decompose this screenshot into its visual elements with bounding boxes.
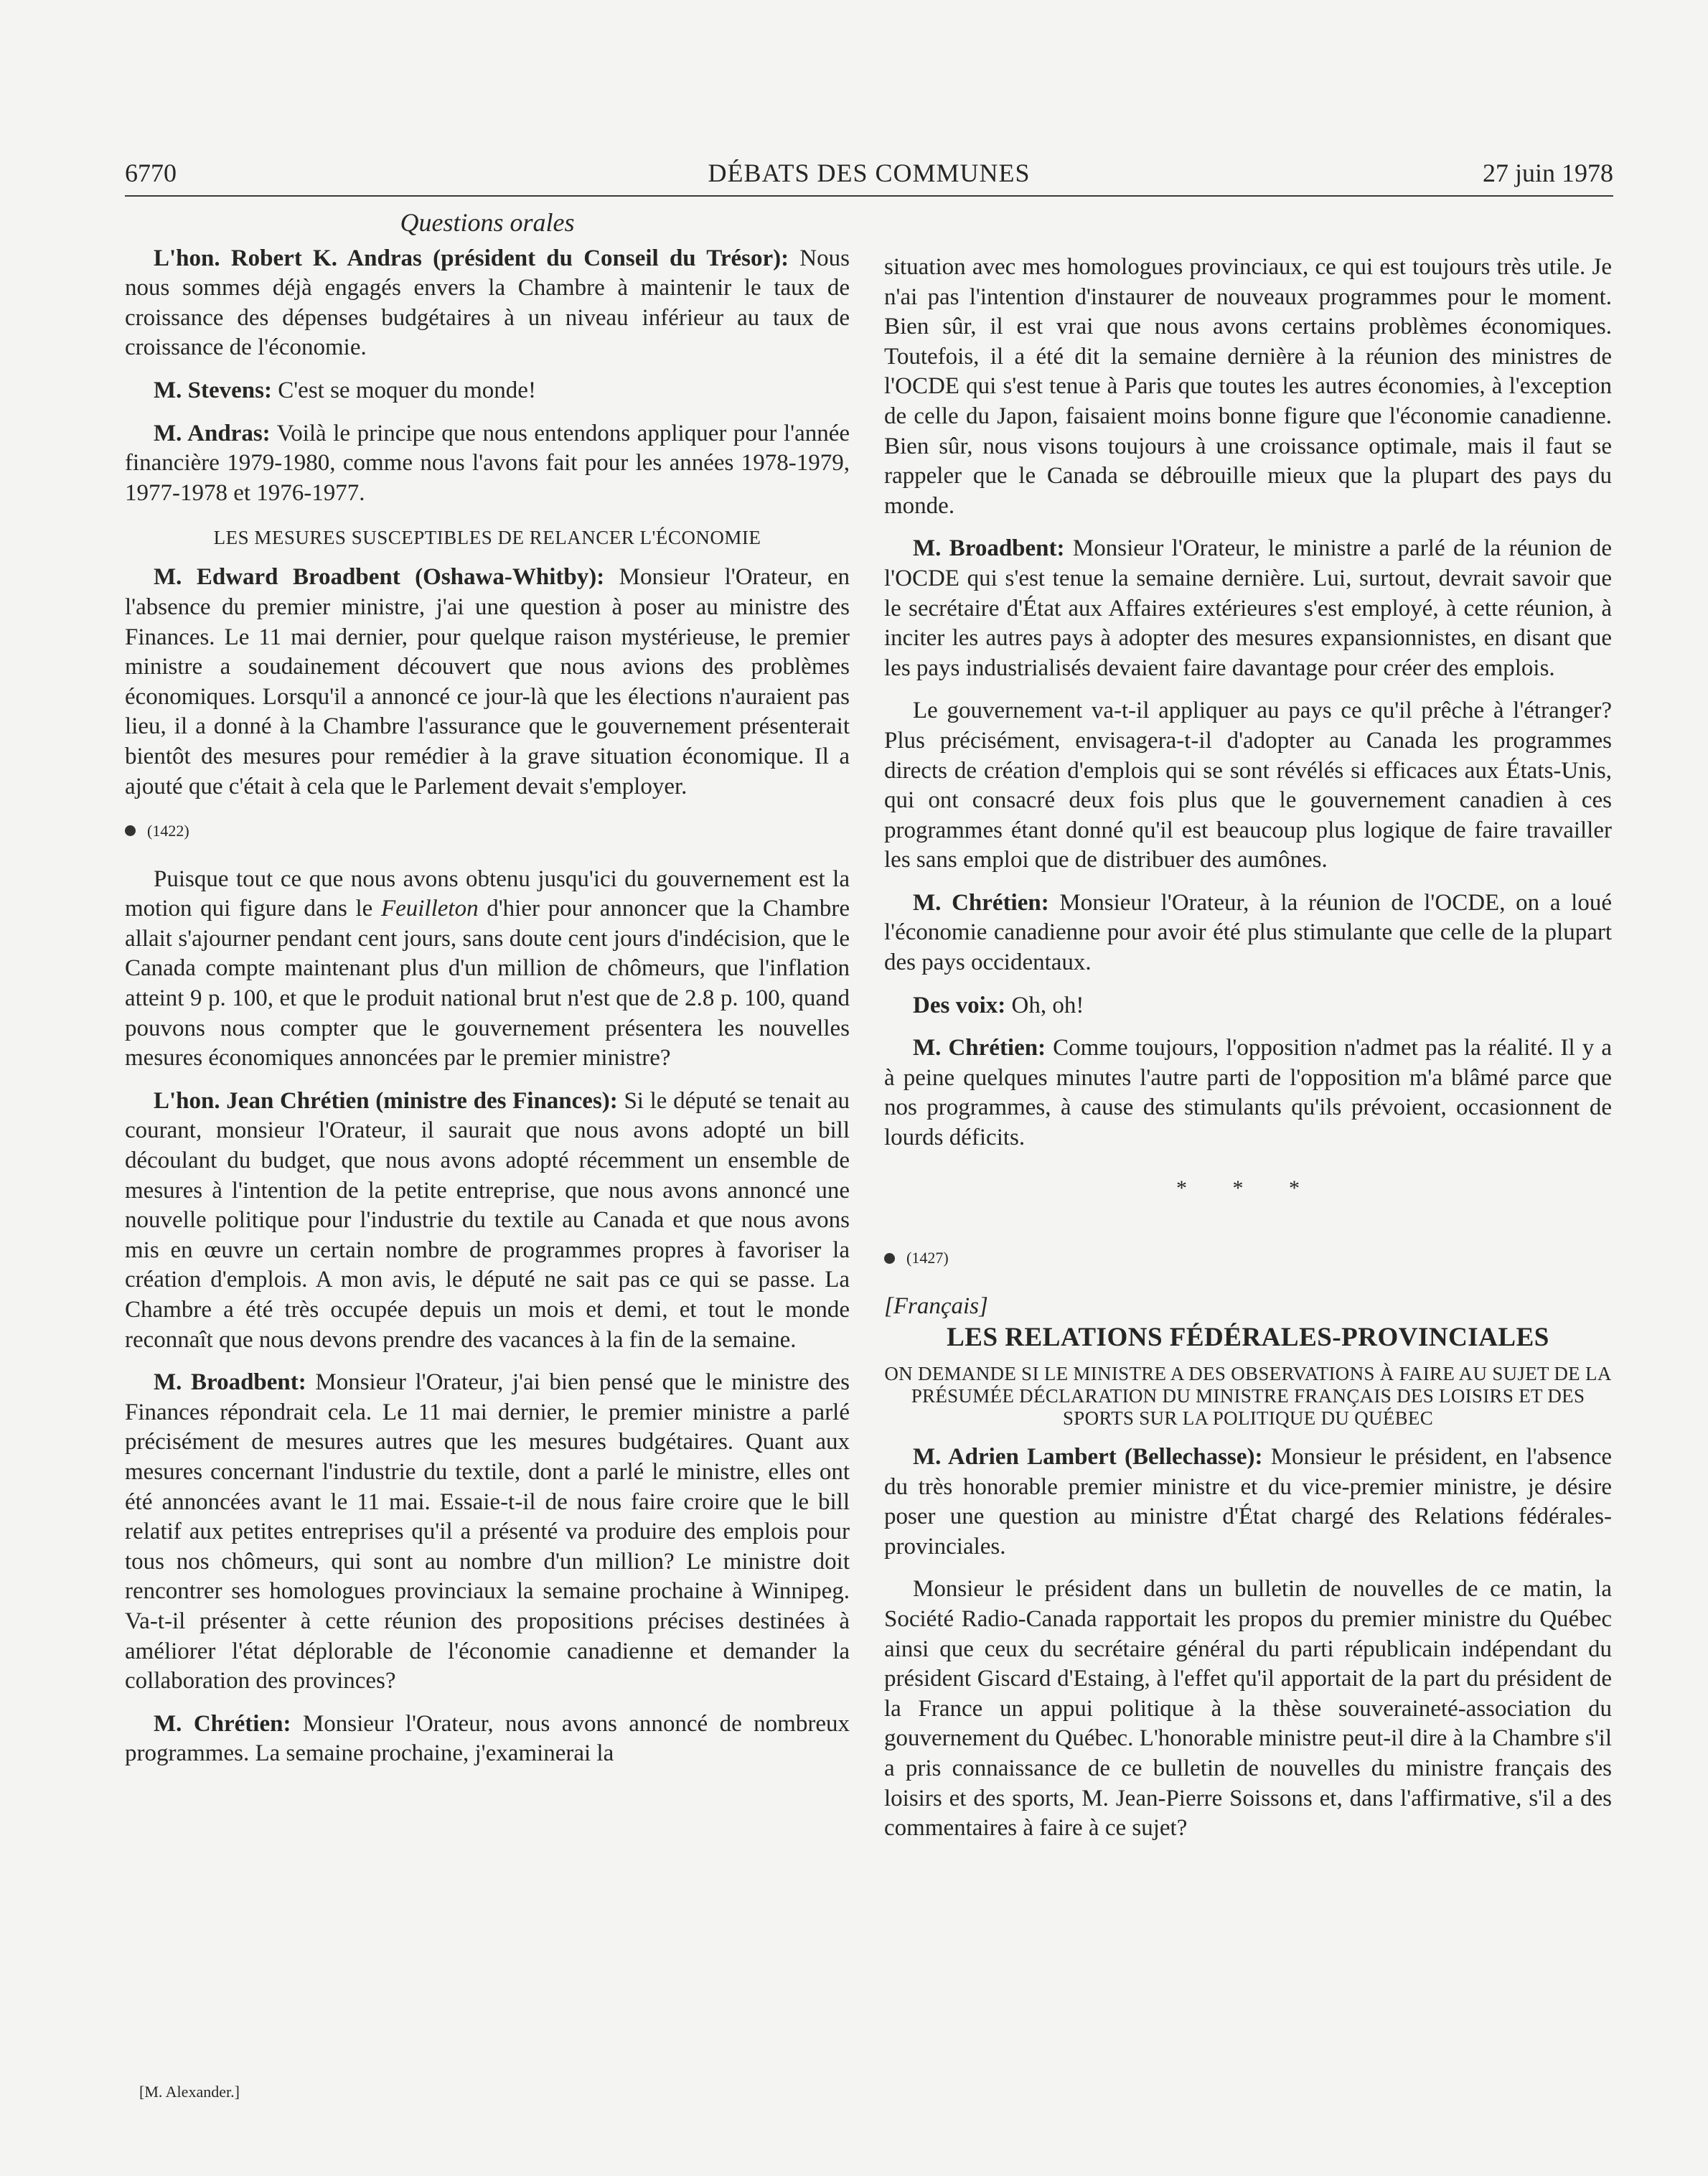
speaker-name: M. Edward Broadbent (Oshawa-Whitby):	[154, 564, 605, 591]
paragraph-text: Monsieur l'Orateur, j'ai bien pensé que le ministre des Finances répondrait cela. Le 11 mai dernier, le premier ministre a parlé précisément de mesures autres que les mesures budgétaires. Quant aux mesures concernant l'industrie du textile, dont a parlé le ministre, elles ont été annoncées avant le 11 mai. Essaie-t-il de nous faire croire que le bill relatif aux petites entreprises qu'il a présenté va produire des emplois pour tous nos chômeurs, qui sont au nombre d'un million? Le ministre doit rencontrer ses homologues provinciaux la semaine prochaine à Winnipeg. Va-t-il présenter à cette réunion des propositions précises destinées à améliorer l'état déplorable de l'économie canadienne et demander la collaboration des provinces?	[125, 1369, 850, 1694]
paragraph	[884, 696, 1612, 876]
speaker-name: Des voix:	[913, 992, 1006, 1018]
speaker-name: M. Andras:	[154, 420, 271, 446]
italic-reference: Feuilleton	[380, 896, 479, 922]
paragraph-text: Monsieur le président, en l'absence du très honorable premier ministre et du vice-premier ministre, je désire poser une question au ministre d'État chargé des Relations fédérales-provinciales.	[884, 1444, 1612, 1560]
speaker-name: L'hon. Jean Chrétien (ministre des Finances):	[154, 1087, 618, 1114]
time-marker-text: (1427)	[906, 1249, 949, 1267]
speaker-name: M. Chrétien:	[154, 1710, 291, 1737]
paragraph-text: Monsieur l'Orateur, nous avons annoncé de nombreux programmes. La semaine prochaine, j'examinerai la	[125, 1710, 850, 1767]
section-separator: * * *	[1176, 1176, 1320, 1200]
left-column	[125, 208, 850, 1782]
paragraph	[884, 1443, 1612, 1562]
paragraph	[125, 244, 850, 363]
speaker-name: M. Broadbent:	[913, 535, 1065, 562]
paragraph-text: Monsieur le président dans un bulletin de nouvelles de ce matin, la Société Radio-Canada rapportait les propos du premier ministre du Québec ainsi que ceux du secrétaire général du parti républicain indépendant du président Giscard d'Estaing, à l'effet qu'il apportait de la part du président de la France un appui politique à la thèse souveraineté-association du gouvernement du Québec. L'honorable ministre peut-il dire à la Chambre s'il a pris connaissance de ce bulletin de nouvelles du ministre français des loisirs et des sports, M. Jean-Pierre Soissons et, dans l'affirmative, s'il a des commentaires à faire à ce sujet?	[884, 1576, 1612, 1842]
paragraph	[125, 376, 850, 406]
page-number: 6770	[125, 159, 177, 187]
time-marker-text: (1422)	[147, 822, 189, 840]
speaker-name: M. Chrétien:	[913, 889, 1049, 916]
speaker-name: M. Broadbent:	[154, 1369, 306, 1396]
paragraph	[125, 1087, 850, 1355]
page-date: 27 juin 1978	[1482, 159, 1613, 187]
paragraph	[884, 991, 1612, 1021]
right-column	[884, 253, 1612, 1857]
subsection-heading: LES MESURES SUSCEPTIBLES DE RELANCER L'ÉCONOMIE	[213, 527, 761, 549]
paragraph-text: Nous nous sommes déjà engagés envers la Chambre à maintenir le taux de croissance des dépenses budgétaires à un niveau inférieur au taux de croissance de l'économie.	[125, 245, 850, 361]
section-heading: LES RELATIONS FÉDÉRALES-PROVINCIALES	[947, 1323, 1549, 1353]
paragraph-text: situation avec mes homologues provinciaux, ce qui est toujours très utile. Je n'ai pas l'intention d'instaurer de nouveaux programmes pour le moment. Bien sûr, il est vrai que nous avons certains problèmes économiques. Toutefois, il a été dit la semaine dernière à la réunion des ministres de l'OCDE qui s'est tenue à Paris que toutes les autres économies, à l'exception de celle du Japon, faisaient moins bonne figure que l'économie canadienne. Bien sûr, nous visons toujours à une croissance optimale, mais il faut se rappeler que le Canada se débrouille mieux que la plupart des pays du monde.	[884, 254, 1612, 519]
paragraph	[884, 1033, 1612, 1153]
paragraph-text: d'hier pour annoncer que la Chambre allait s'ajourner pendant cent jours, sans doute cent jours d'indécision, que le Canada compte maintenant plus d'un million de chômeurs, que l'inflation atteint 9 p. 100, et que le produit national brut n'est que de 2.8 p. 100, quand pouvons nous compter que le gouvernement présentera les nouvelles mesures économiques annoncées par le premier ministre?	[125, 896, 850, 1071]
footnote: [M. Alexander.]	[139, 2083, 240, 2101]
page-header	[125, 156, 1613, 197]
language-tag: [Français]	[884, 1293, 988, 1319]
speaker-name: L'hon. Robert K. Andras (président du Conseil du Trésor):	[154, 245, 789, 271]
bullet-dot-icon	[884, 1253, 895, 1264]
paragraph	[884, 253, 1612, 521]
section-title: Questions orales	[400, 208, 575, 237]
paragraph	[884, 888, 1612, 978]
paragraph-text: Comme toujours, l'opposition n'admet pas la réalité. Il y a à peine quelques minutes l'autre parti de l'opposition m'a blâmé parce que nos programmes, à cause des stimulants qu'ils prévoient, occasionnent de lourds déficits.	[884, 1035, 1612, 1151]
bullet-dot-icon	[125, 825, 136, 836]
paragraph-text: Monsieur l'Orateur, le ministre a parlé de la réunion de l'OCDE qui s'est tenue la semaine dernière. Lui, surtout, devrait savoir que le secrétaire d'État aux Affaires extérieures s'est employé, à cette réunion, à inciter les autres pays à adopter des mesures expansionnistes, en disant que les pays industrialisés devaient faire davantage pour créer des emplois.	[884, 535, 1612, 681]
paragraph	[125, 563, 850, 802]
paragraph-text: C'est se moquer du monde!	[271, 377, 536, 403]
speaker-name: M. Chrétien:	[913, 1035, 1046, 1061]
speaker-name: M. Stevens:	[154, 377, 272, 403]
paragraph	[884, 534, 1612, 683]
publication-title: DÉBATS DES COMMUNES	[708, 159, 1031, 187]
paragraph-text: Monsieur l'Orateur, en l'absence du premier ministre, j'ai une question à poser au ministre des Finances. Le 11 mai dernier, pour quelque raison mystérieuse, le premier ministre a soudainement découvert que nous avions des problèmes économiques. Lorsqu'il a annoncé ce jour-là que les élections n'auraient pas lieu, il a donné à la Chambre l'assurance que le gouvernement présenterait bientôt des mesures pour remédier à la grave situation économique. Il a ajouté que c'était à cela que le Parlement devait s'employer.	[125, 564, 850, 799]
paragraph-text: Le gouvernement va-t-il appliquer au pays ce qu'il prêche à l'étranger? Plus précisément, envisagera-t-il d'adopter au Canada les programmes directs de création d'emplois qui se sont révélés si efficaces aux États-Unis, qui ont consacré deux fois plus que le gouvernement canadien à ces programmes étant donné qu'il est beaucoup plus logique de faire travailler les sans emploi que de distribuer des aumônes.	[884, 698, 1612, 873]
paragraph-text: Oh, oh!	[1005, 992, 1084, 1018]
paragraph	[125, 865, 850, 1074]
paragraph	[125, 1368, 850, 1697]
paragraph	[125, 419, 850, 509]
paragraph	[884, 1575, 1612, 1843]
subsection-heading: ON DEMANDE SI LE MINISTRE A DES OBSERVATIONS À FAIRE AU SUJET DE LA PRÉSUMÉE DÉCLARATION DU MINISTRE FRANÇAIS DES LOISIRS ET DES SPORTS SUR LA POLITIQUE DU QUÉBEC	[884, 1363, 1612, 1429]
time-marker	[884, 1243, 1612, 1273]
time-marker	[125, 816, 850, 846]
paragraph-text: Monsieur l'Orateur, à la réunion de l'OCDE, on a loué l'économie canadienne pour avoir été plus stimulante que celle de la plupart des pays occidentaux.	[884, 889, 1612, 976]
paragraph-text: Voilà le principe que nous entendons appliquer pour l'année financière 1979-1980, comme nous l'avons fait pour les années 1978-1979, 1977-1978 et 1976-1977.	[125, 420, 850, 506]
speaker-name: M. Adrien Lambert (Bellechasse):	[913, 1444, 1263, 1470]
paragraph	[125, 1710, 850, 1769]
paragraph-text: Si le député se tenait au courant, monsieur l'Orateur, il saurait que nous avons adopté un bill découlant du budget, que nous avons adopté récemment un ensemble de mesures à l'intention de la petite entreprise, que nous avons annoncé une nouvelle politique pour l'industrie du textile au Canada et que nous avons mis en œuvre un certain nombre de programmes propres à favoriser la création d'emplois. A mon avis, le député ne sait pas ce qui se passe. La Chambre a été très occupée depuis un mois et demi, et tout le monde reconnaît que nous devons prendre des vacances à la fin de la semaine.	[125, 1087, 850, 1353]
paragraph-text: Puisque tout ce que nous avons obtenu jusqu'ici du gouvernement est la motion qui figure dans le	[125, 866, 850, 922]
